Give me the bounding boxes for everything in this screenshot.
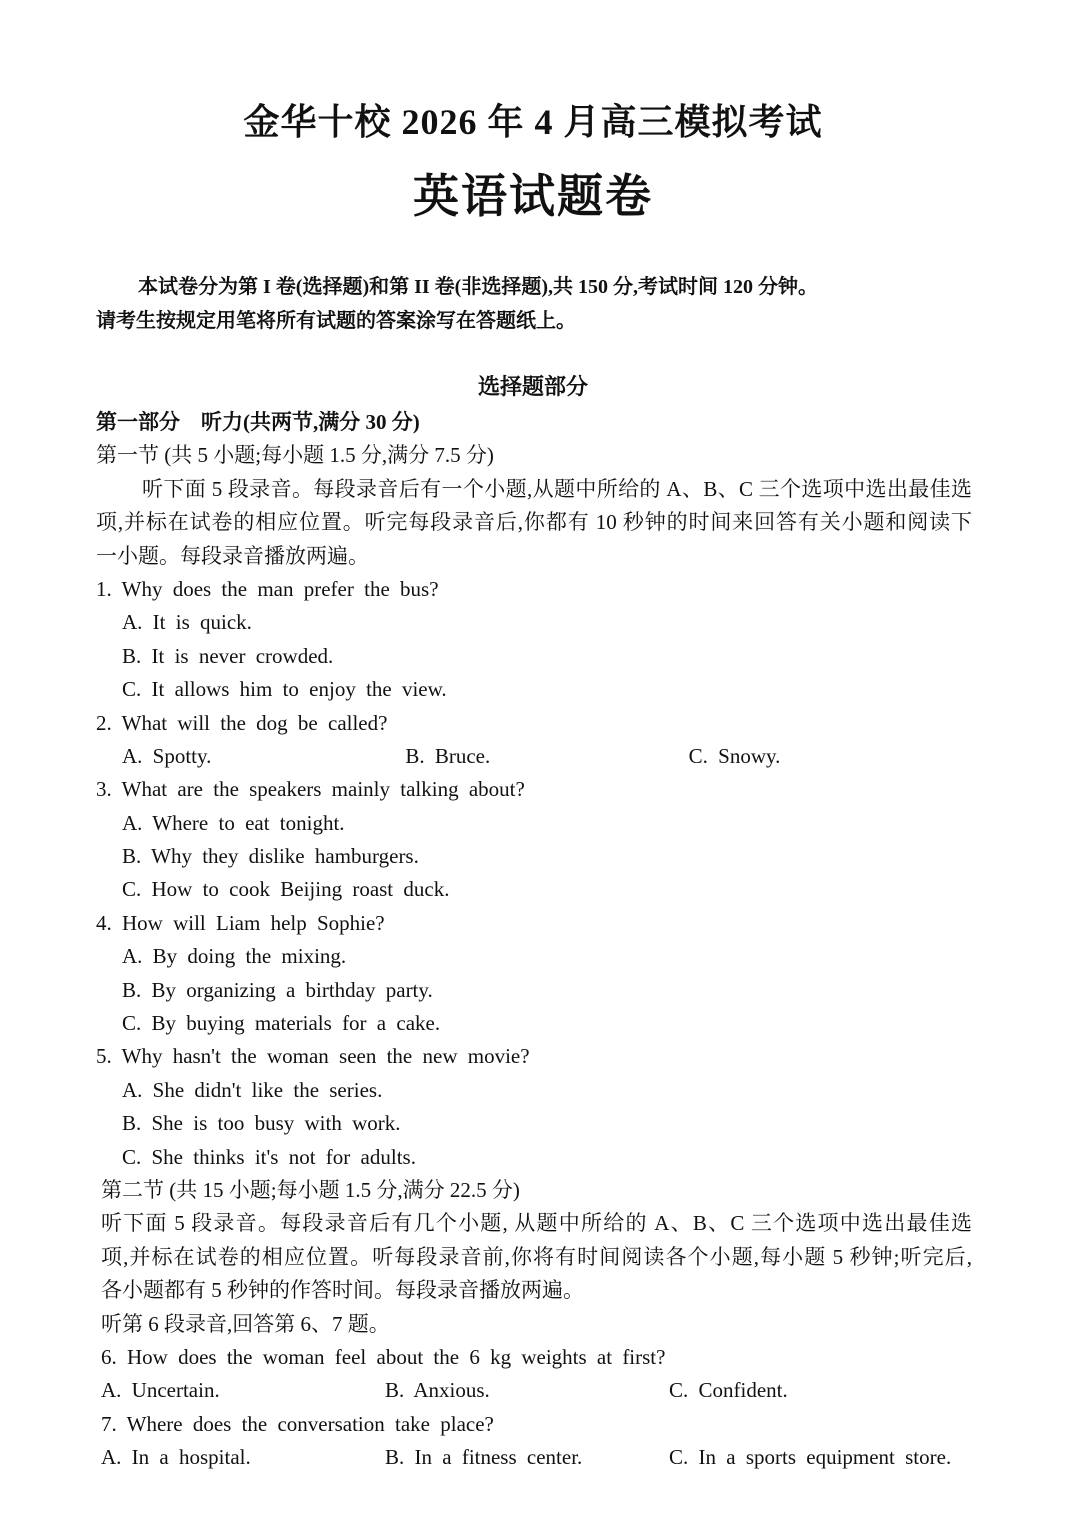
instruction-line: 项,并标在试卷的相应位置。听完每段录音后,你都有 10 秒钟的时间来回答有关小题和阅读下 <box>96 510 972 535</box>
answer-option: B. By organizing a birthday party. <box>122 977 433 1002</box>
instruction-line: 一小题。每段录音播放两遍。 <box>96 543 369 568</box>
answer-option: C. Snowy. <box>688 743 781 768</box>
answer-option: C. By buying materials for a cake. <box>122 1011 441 1036</box>
answer-option: B. Why they dislike hamburgers. <box>122 844 419 869</box>
instruction-line: 听下面 5 段录音。每段录音后有几个小题, 从题中所给的 A、B、C 三个选项中选出最佳选 <box>101 1211 972 1236</box>
sub-heading: 听第 6 段录音,回答第 6、7 题。 <box>101 1311 390 1336</box>
answer-option: A. Where to eat tonight. <box>122 810 345 835</box>
instruction-line: 各小题都有 5 秒钟的作答时间。每段录音播放两遍。 <box>101 1278 584 1303</box>
section-title: 选择题部分 <box>477 374 588 399</box>
question-text: 3. What are the speakers mainly talking about? <box>96 777 525 802</box>
question-text: 6. How does the woman feel about the 6 kg weights at first? <box>101 1344 666 1369</box>
answer-option: A. Spotty. <box>122 743 212 768</box>
answer-option: A. She didn't like the series. <box>122 1077 383 1102</box>
options-row <box>96 1441 972 1474</box>
options-row <box>96 1374 972 1407</box>
answer-option: B. She is too busy with work. <box>122 1111 401 1136</box>
section-heading: 第二节 (共 15 小题;每小题 1.5 分,满分 22.5 分) <box>101 1177 520 1202</box>
answer-option: B. In a fitness center. <box>385 1445 583 1470</box>
section-heading: 第一节 (共 5 小题;每小题 1.5 分,满分 7.5 分) <box>96 443 494 468</box>
answer-option: A. By doing the mixing. <box>122 944 347 969</box>
answer-option: C. She thinks it's not for adults. <box>122 1144 416 1169</box>
answer-option: C. How to cook Beijing roast duck. <box>122 877 450 902</box>
exam-intro <box>96 270 896 338</box>
answer-option: B. Bruce. <box>405 743 491 768</box>
exam-subtitle: 英语试题卷 <box>413 171 653 222</box>
exam-body <box>96 406 972 1475</box>
answer-option: B. It is never crowded. <box>122 643 334 668</box>
intro-line: 请考生按规定用笔将所有试题的答案涂写在答题纸上。 <box>96 310 576 332</box>
answer-option: A. It is quick. <box>122 610 252 635</box>
answer-option: A. In a hospital. <box>101 1445 251 1470</box>
answer-option: B. Anxious. <box>385 1378 490 1403</box>
part-heading: 第一部分 听力(共两节,满分 30 分) <box>96 410 420 434</box>
options-row <box>96 740 972 773</box>
answer-option: C. Confident. <box>669 1378 788 1403</box>
intro-line: 本试卷分为第 I 卷(选择题)和第 II 卷(非选择题),共 150 分,考试时间 120 分钟。 <box>138 276 818 298</box>
question-text: 2. What will the dog be called? <box>96 710 388 735</box>
question-text: 1. Why does the man prefer the bus? <box>96 576 439 601</box>
instruction-line: 听下面 5 段录音。每段录音后有一个小题,从题中所给的 A、B、C 三个选项中选出最佳选 <box>142 476 972 501</box>
instruction-line: 项,并标在试卷的相应位置。听每段录音前,你将有时间阅读各个小题,每小题 5 秒钟;听完后, <box>101 1244 972 1269</box>
answer-option: C. In a sports equipment store. <box>669 1445 952 1470</box>
exam-title: 金华十校 2026 年 4 月高三模拟考试 <box>243 102 823 142</box>
question-text: 7. Where does the conversation take place? <box>101 1411 494 1436</box>
question-text: 5. Why hasn't the woman seen the new movie? <box>96 1044 530 1069</box>
answer-option: A. Uncertain. <box>101 1378 220 1403</box>
question-text: 4. How will Liam help Sophie? <box>96 910 385 935</box>
answer-option: C. It allows him to enjoy the view. <box>122 677 447 702</box>
